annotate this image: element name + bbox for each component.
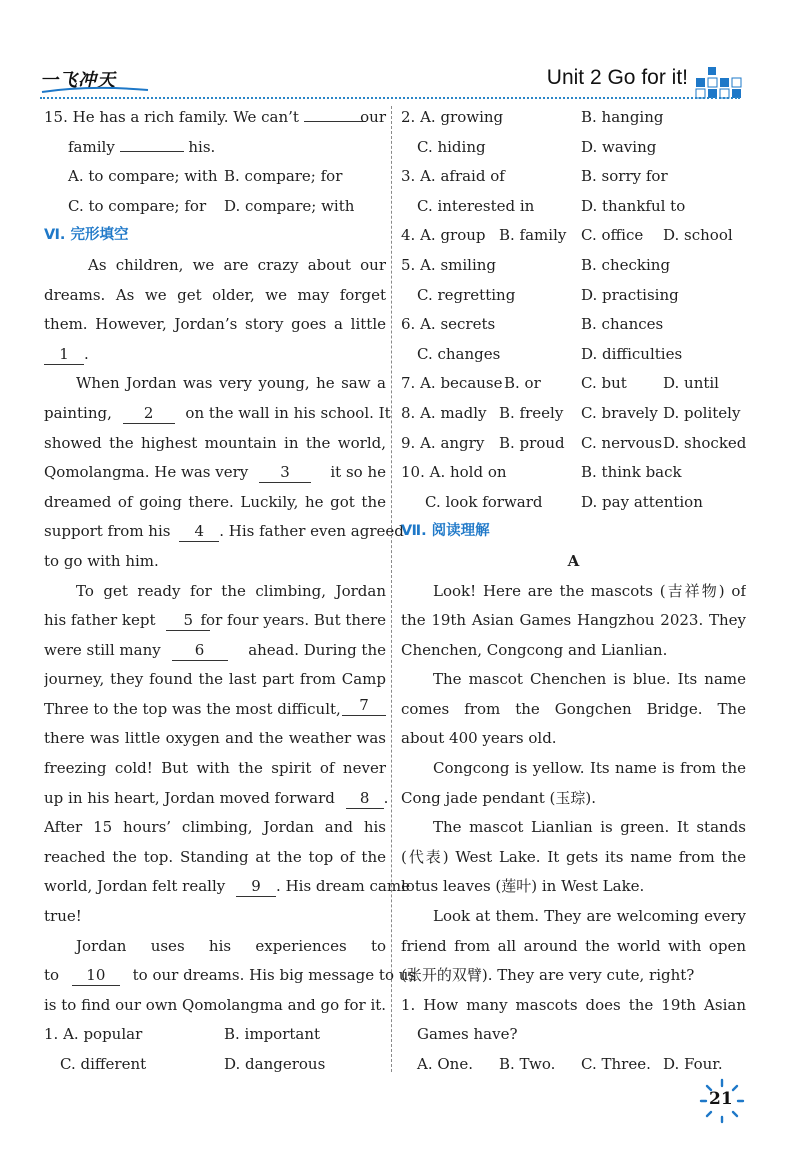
q3-options-cd: C. interested in D. thankful to [417,196,686,215]
q4-options: 4. A. group B. family C. office D. school [401,226,733,245]
q15-options-cd: C. to compare; for D. compare; with [68,196,355,215]
cloze-line: To get ready for the climbing, Jordan [76,581,386,600]
cloze-line: is to find our own Qomolangma and go for it. [44,995,387,1014]
q10-options-cd: C. look forward D. pay attention [425,492,703,511]
reading-line: The mascot Lianlian is green. It stands [433,818,746,837]
cloze-blank: 10 [72,965,120,986]
cloze-line: reached the top. Standing at the top of the [44,847,386,866]
page-number: 21 [709,1089,733,1109]
reading-line: (张开的双臂). They are very cute, right? [401,966,695,985]
cloze-line: journey, they found the last part from Camp [44,670,386,689]
q15-blank-1 [304,121,366,122]
page-number-badge [699,1078,745,1124]
reading-line: friend from all around the world with open [401,936,746,955]
q15-options-ab: A. to compare; with B. compare; for [68,167,343,186]
column-divider [391,106,392,1072]
reading-question: 1. How many mascots does the 19th Asian [401,995,746,1014]
reading-line: The mascot Chenchen is blue. Its name [433,670,746,689]
reading-line: Chenchen, Congcong and Lianlian. [401,640,668,659]
q5-options-cd: C. regretting D. practising [417,285,679,304]
q15-line-1: 15. He has a rich family. We can’t our [44,108,386,126]
cloze-line: there was little oxygen and the weather was [44,729,386,748]
reading-line: Cong jade pendant (玉琮). [401,788,596,807]
cloze-blank: 2 [123,403,175,424]
page-header [0,0,800,106]
cloze-line: dreamed of going there. Luckily, he got the [44,492,386,511]
right-column [401,103,746,1080]
brand-swoosh-icon [40,86,150,94]
q2-options-cd: C. hiding D. waving [417,137,657,156]
reading-line: Look at them. They are welcoming every [433,907,746,926]
cloze-blank: 4 [179,521,219,542]
q10-options-ab: 10. A. hold on B. think back [401,463,682,482]
cloze-line: Three to the top was the most difficult, 7 [44,695,386,725]
cloze-line: support from his 4 . His father even agreed [44,522,404,541]
cloze-line: true! [44,907,82,926]
cloze-blank: 1 [44,344,84,365]
cloze-blank: 8 [346,788,384,809]
cloze-line: Jordan uses his experiences to [76,936,386,955]
reading-line: lotus leaves (莲叶) in West Lake. [401,877,645,896]
cloze-line: After 15 hours’ climbing, Jordan and his [44,818,386,837]
cloze-line: showed the highest mountain in the world, [44,433,386,452]
q5-options-ab: 5. A. smiling B. checking [401,255,671,274]
reading-line: about 400 years old. [401,729,557,748]
q6-options-ab: 6. A. secrets B. chances [401,315,664,334]
q6-options-cd: C. changes D. difficulties [417,344,683,363]
cloze-line: them. However, Jordan’s story goes a little [44,315,386,334]
header-dotted-rule [40,97,740,99]
section-7-heading: Ⅶ. 阅读理解 [401,523,490,540]
cloze-line: freezing cold! But with the spirit of never [44,759,386,778]
reading-line: Look! Here are the mascots (吉祥物) of [433,581,746,600]
reading-line: the 19th Asian Games Hangzhou 2023. They [401,611,746,630]
cloze-line: When Jordan was very young, he saw a [76,374,386,393]
q7-options: 7. A. because B. or C. but D. until [401,374,719,393]
reading-line: (代表) West Lake. It gets its name from the [401,847,746,866]
unit-title: Unit 2 Go for it! [546,66,688,89]
q3-options-ab: 3. A. afraid of B. sorry for [401,167,668,186]
cloze-line: his father kept 5 for four years. But there [44,611,386,630]
cloze-line: were still many 6 ahead. During the [44,640,386,659]
blocks-icon [694,66,744,100]
cloze-line: dreams. As we get older, we may forget [44,285,386,304]
cloze-line: Qomolangma. He was very 3 it so he [44,463,386,482]
cloze-line: up in his heart, Jordan moved forward 8 . [44,788,389,807]
cloze-line: to go with him. [44,551,159,570]
rq1-options: A. One. B. Two. C. Three. D. Four. [417,1055,723,1073]
reading-line: comes from the Gongchen Bridge. The [401,699,746,718]
cloze-line: 1 . [44,340,386,370]
reading-question: Games have? [417,1025,518,1044]
q1-options-ab: 1. A. popular B. important [44,1025,321,1044]
left-column [44,103,417,1080]
section-6-heading: Ⅵ. 完形填空 [44,227,129,244]
cloze-blank: 6 [172,640,228,661]
q8-options: 8. A. madly B. freely C. bravely D. politely [401,403,741,422]
cloze-blank: 7 [342,695,386,716]
cloze-blank: 9 [236,876,276,897]
q15-blank-2 [120,151,184,152]
cloze-line: painting, 2 on the wall in his school. It [44,403,391,422]
q1-options-cd: C. different D. dangerous [60,1055,326,1073]
q2-options-ab: 2. A. growing B. hanging [401,108,664,126]
reading-line: Congcong is yellow. Its name is from the [433,759,746,778]
q15-line-2: family his. [68,137,216,156]
cloze-blank: 5 [166,610,210,631]
passage-title: A [567,551,580,570]
cloze-line: As children, we are crazy about our [88,255,386,274]
q9-options: 9. A. angry B. proud C. nervous D. shocked [401,433,747,452]
series-brand: 一飞冲天 [40,70,116,91]
cloze-line: to 10 to our dreams. His big message to us [44,966,417,985]
cloze-blank: 3 [259,462,311,483]
cloze-line: world, Jordan felt really 9 . His dream came [44,877,410,896]
